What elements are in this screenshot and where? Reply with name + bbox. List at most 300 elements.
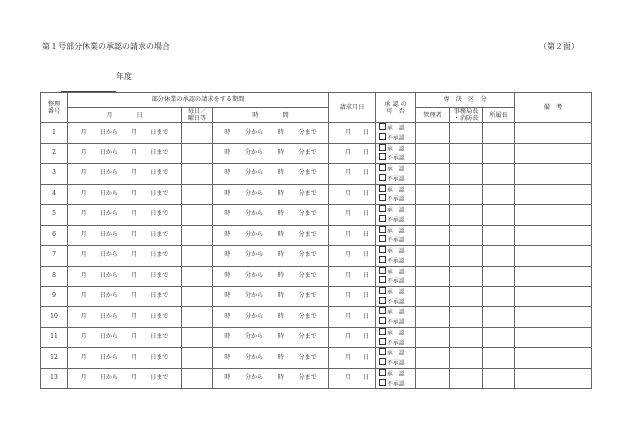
disapprove-label: 不承認	[387, 176, 405, 183]
period-date-part: 月	[80, 292, 87, 300]
remarks-cell[interactable]	[515, 368, 592, 388]
request-month-text: 月	[344, 353, 351, 361]
request-date-cell[interactable]	[329, 266, 376, 286]
request-date-cell[interactable]	[329, 205, 376, 225]
disapprove-label: 不承認	[387, 258, 405, 265]
period-date-part: 月	[131, 189, 138, 197]
manager-stamp-cell[interactable]	[416, 266, 450, 286]
checkbox-icon[interactable]	[379, 164, 386, 171]
fire-chief-stamp-cell[interactable]	[450, 327, 483, 347]
period-time-part: 時	[277, 353, 284, 361]
period-time-part: 時	[224, 333, 231, 341]
fire-chief-stamp-cell[interactable]	[450, 246, 483, 266]
period-time-part: 分から	[245, 210, 264, 218]
period-date-part: 月	[131, 230, 138, 238]
table-row	[41, 123, 592, 143]
year-label: 年度	[116, 72, 132, 81]
period-date-part: 月	[131, 251, 138, 259]
period-time-cell[interactable]	[213, 164, 329, 184]
header-number	[41, 93, 68, 123]
manager-stamp-cell[interactable]	[416, 205, 450, 225]
fire-chief-stamp-cell[interactable]	[450, 164, 483, 184]
period-date-part: 日まで	[150, 292, 169, 300]
period-date-part: 日まで	[150, 128, 169, 136]
checkbox-icon[interactable]	[379, 276, 386, 283]
period-time-part: 時	[224, 149, 231, 156]
period-date-cell[interactable]	[68, 368, 182, 388]
request-date-cell[interactable]	[329, 307, 376, 327]
row-number: 1	[41, 123, 68, 143]
request-date-cell[interactable]	[329, 225, 376, 245]
approve-option[interactable]	[379, 287, 415, 297]
approve-option[interactable]	[379, 348, 415, 358]
period-time-part: 分から	[245, 128, 264, 136]
period-date-part: 日まで	[150, 312, 169, 320]
disapprove-label: 不承認	[387, 319, 405, 326]
approve-label: 承 認	[387, 248, 405, 255]
approve-option[interactable]	[379, 369, 415, 379]
header-weekday-text: 毎日／ 曜日等	[187, 108, 207, 123]
period-time-part: 時	[224, 189, 231, 197]
weekday-cell[interactable]	[182, 266, 213, 286]
table-row	[41, 368, 592, 388]
period-time-part: 分から	[245, 149, 264, 156]
header-fire-chief-text: 事務局長 ・消防長	[453, 108, 479, 123]
fire-chief-stamp-cell[interactable]	[450, 266, 483, 286]
approve-label: 承 認	[387, 330, 405, 337]
row-number: 3	[41, 164, 68, 184]
dept-head-stamp-cell[interactable]	[483, 348, 515, 368]
disapprove-option[interactable]	[379, 256, 415, 266]
period-time-cell[interactable]	[213, 225, 329, 245]
period-time-cell[interactable]	[213, 143, 329, 163]
approve-option[interactable]	[379, 123, 415, 133]
dept-head-stamp-cell[interactable]	[483, 123, 515, 143]
request-day-text: 日	[363, 210, 370, 218]
disapprove-option[interactable]	[379, 338, 415, 348]
request-date-cell[interactable]	[329, 287, 376, 307]
table-row	[41, 246, 592, 266]
checkbox-icon[interactable]	[379, 174, 386, 181]
fire-chief-stamp-cell[interactable]	[450, 123, 483, 143]
row-number: 8	[41, 266, 68, 286]
period-date-cell[interactable]	[68, 307, 182, 327]
period-date-part: 日まで	[150, 230, 169, 238]
period-date-part: 日まで	[150, 251, 169, 259]
table-row	[41, 143, 592, 163]
row-number: 2	[41, 143, 68, 163]
period-date-cell[interactable]	[68, 246, 182, 266]
disapprove-option[interactable]	[379, 133, 415, 143]
approve-label: 承 認	[387, 350, 405, 357]
weekday-cell[interactable]	[182, 123, 213, 143]
period-time-part: 分から	[245, 271, 264, 279]
period-time-part: 分から	[245, 169, 264, 177]
disapprove-option[interactable]	[379, 194, 415, 204]
remarks-cell[interactable]	[515, 205, 592, 225]
remarks-cell[interactable]	[515, 287, 592, 307]
period-date-cell[interactable]	[68, 266, 182, 286]
request-day-text: 日	[363, 312, 370, 320]
table-row	[41, 184, 592, 204]
period-date-cell[interactable]	[68, 164, 182, 184]
checkbox-icon[interactable]	[379, 369, 386, 376]
approval-cell	[376, 327, 416, 347]
disapprove-label: 不承認	[387, 155, 405, 162]
period-date-cell[interactable]	[68, 348, 182, 368]
request-day-text: 日	[363, 128, 370, 136]
period-date-part: 日まで	[150, 169, 169, 177]
period-time-part: 時	[277, 149, 284, 156]
period-date-part: 月	[80, 128, 87, 136]
disapprove-label: 不承認	[387, 278, 405, 285]
header-interval-text: 間	[282, 111, 289, 119]
remarks-cell[interactable]	[515, 327, 592, 347]
manager-stamp-cell[interactable]	[416, 368, 450, 388]
fire-chief-stamp-cell[interactable]	[450, 205, 483, 225]
weekday-cell[interactable]	[182, 368, 213, 388]
request-day-text: 日	[363, 292, 370, 300]
approve-option[interactable]	[379, 205, 415, 215]
request-date-cell[interactable]	[329, 368, 376, 388]
manager-stamp-cell[interactable]	[416, 348, 450, 368]
approve-option[interactable]	[379, 226, 415, 236]
approve-label: 承 認	[387, 187, 405, 194]
disapprove-option[interactable]	[379, 379, 415, 389]
period-date-part: 月	[80, 353, 87, 361]
period-time-cell[interactable]	[213, 348, 329, 368]
period-time-part: 時	[277, 128, 284, 136]
dept-head-stamp-cell[interactable]	[483, 266, 515, 286]
header-period-group-text: 部分休業の承認の請求をする期間	[151, 96, 245, 104]
disapprove-label: 不承認	[387, 340, 405, 347]
dept-head-stamp-cell[interactable]	[483, 164, 515, 184]
period-date-part: 月	[80, 251, 87, 259]
approve-label: 承 認	[387, 125, 405, 132]
period-date-part: 月	[131, 271, 138, 279]
weekday-cell[interactable]	[182, 225, 213, 245]
checkbox-icon[interactable]	[379, 133, 386, 140]
checkbox-icon[interactable]	[379, 226, 386, 233]
remarks-cell[interactable]	[515, 266, 592, 286]
disapprove-option[interactable]	[379, 235, 415, 245]
header-manager-text: 管理者	[423, 111, 442, 119]
period-time-part: 時	[224, 210, 231, 218]
period-date-part: 月	[80, 271, 87, 279]
checkbox-icon[interactable]	[379, 144, 386, 151]
dept-head-stamp-cell[interactable]	[483, 307, 515, 327]
disapprove-label: 不承認	[387, 381, 405, 388]
period-date-cell[interactable]	[68, 225, 182, 245]
period-time-cell[interactable]	[213, 205, 329, 225]
period-date-part: 日まで	[150, 149, 169, 156]
period-date-cell[interactable]	[68, 184, 182, 204]
period-date-part: 月	[80, 189, 87, 197]
period-date-cell[interactable]	[68, 287, 182, 307]
header-approval	[376, 93, 416, 123]
request-day-text: 日	[363, 333, 370, 341]
approve-option[interactable]	[379, 267, 415, 277]
manager-stamp-cell[interactable]	[416, 225, 450, 245]
period-date-part: 日から	[99, 251, 118, 259]
period-time-cell[interactable]	[213, 327, 329, 347]
approval-cell	[376, 307, 416, 327]
period-time-part: 分から	[245, 292, 264, 300]
header-weekday	[182, 108, 213, 123]
approve-label: 承 認	[387, 207, 405, 214]
row-number: 5	[41, 205, 68, 225]
period-time-part: 時	[277, 169, 284, 177]
request-date-cell[interactable]	[329, 123, 376, 143]
disapprove-label: 不承認	[387, 217, 405, 224]
fire-chief-stamp-cell[interactable]	[450, 307, 483, 327]
period-time-cell[interactable]	[213, 184, 329, 204]
period-time-part: 時	[277, 292, 284, 300]
fire-chief-stamp-cell[interactable]	[450, 348, 483, 368]
checkbox-icon[interactable]	[379, 205, 386, 212]
weekday-cell[interactable]	[182, 246, 213, 266]
request-date-cell[interactable]	[329, 327, 376, 347]
remarks-cell[interactable]	[515, 246, 592, 266]
header-month-text: 月	[106, 111, 113, 119]
header-dept-head	[483, 108, 515, 123]
approve-option[interactable]	[379, 185, 415, 195]
table-row	[41, 205, 592, 225]
period-date-part: 月	[80, 333, 87, 341]
period-date-part: 月	[131, 353, 138, 361]
request-month-text: 月	[344, 189, 351, 197]
checkbox-icon[interactable]	[379, 256, 386, 263]
remarks-cell[interactable]	[515, 123, 592, 143]
checkbox-icon[interactable]	[379, 297, 386, 304]
manager-stamp-cell[interactable]	[416, 143, 450, 163]
period-time-part: 分まで	[298, 169, 317, 177]
disapprove-label: 不承認	[387, 360, 405, 367]
period-date-part: 日から	[99, 292, 118, 300]
checkbox-icon[interactable]	[379, 215, 386, 222]
approve-option[interactable]	[379, 164, 415, 174]
checkbox-icon[interactable]	[379, 338, 386, 345]
period-date-part: 月	[131, 374, 138, 382]
row-number: 9	[41, 287, 68, 307]
disapprove-option[interactable]	[379, 297, 415, 307]
checkbox-icon[interactable]	[379, 358, 386, 365]
dept-head-stamp-cell[interactable]	[483, 246, 515, 266]
period-time-cell[interactable]	[213, 123, 329, 143]
checkbox-icon[interactable]	[379, 379, 386, 386]
request-month-text: 月	[344, 230, 351, 238]
period-time-part: 分から	[245, 251, 264, 259]
request-date-cell[interactable]	[329, 164, 376, 184]
remarks-cell[interactable]	[515, 307, 592, 327]
period-date-cell[interactable]	[68, 327, 182, 347]
page-indicator: （第２面）	[539, 42, 579, 51]
request-month-text: 月	[344, 312, 351, 320]
period-time-cell[interactable]	[213, 246, 329, 266]
weekday-cell[interactable]	[182, 327, 213, 347]
request-day-text: 日	[363, 251, 370, 259]
period-time-cell[interactable]	[213, 287, 329, 307]
period-date-part: 日まで	[150, 374, 169, 382]
remarks-cell[interactable]	[515, 164, 592, 184]
dept-head-stamp-cell[interactable]	[483, 287, 515, 307]
approve-label: 承 認	[387, 269, 405, 276]
period-time-part: 時	[224, 292, 231, 300]
period-date-part: 月	[80, 312, 87, 320]
fire-chief-stamp-cell[interactable]	[450, 287, 483, 307]
disapprove-option[interactable]	[379, 174, 415, 184]
year-input-line[interactable]	[61, 81, 116, 92]
request-date-cell[interactable]	[329, 348, 376, 368]
approve-option[interactable]	[379, 307, 415, 317]
table-body	[41, 123, 592, 389]
period-time-cell[interactable]	[213, 368, 329, 388]
approve-option[interactable]	[379, 246, 415, 256]
period-date-part: 日から	[99, 128, 118, 136]
row-number: 13	[41, 368, 68, 388]
period-time-part: 時	[224, 312, 231, 320]
approve-label: 承 認	[387, 289, 405, 296]
request-day-text: 日	[363, 230, 370, 238]
dept-head-stamp-cell[interactable]	[483, 184, 515, 204]
request-date-cell[interactable]	[329, 184, 376, 204]
manager-stamp-cell[interactable]	[416, 287, 450, 307]
checkbox-icon[interactable]	[379, 246, 386, 253]
request-date-cell[interactable]	[329, 143, 376, 163]
period-date-cell[interactable]	[68, 123, 182, 143]
disapprove-option[interactable]	[379, 153, 415, 163]
period-time-part: 時	[277, 189, 284, 197]
table-row	[41, 348, 592, 368]
approval-cell	[376, 184, 416, 204]
approval-cell	[376, 123, 416, 143]
request-date-cell[interactable]	[329, 246, 376, 266]
weekday-cell[interactable]	[182, 287, 213, 307]
header-dept-head-text: 所属長	[489, 111, 508, 119]
row-number: 4	[41, 184, 68, 204]
manager-stamp-cell[interactable]	[416, 184, 450, 204]
disapprove-option[interactable]	[379, 215, 415, 225]
header-day-text: 日	[136, 111, 143, 119]
approve-option[interactable]	[379, 328, 415, 338]
approve-label: 承 認	[387, 228, 405, 235]
period-time-part: 時	[277, 210, 284, 218]
period-date-part: 月	[80, 230, 87, 238]
header-remarks	[515, 93, 592, 123]
period-date-part: 月	[131, 128, 138, 136]
period-date-part: 月	[131, 210, 138, 218]
approval-cell	[376, 287, 416, 307]
checkbox-icon[interactable]	[379, 267, 386, 274]
period-date-cell[interactable]	[68, 143, 182, 163]
weekday-cell[interactable]	[182, 348, 213, 368]
checkbox-icon[interactable]	[379, 185, 386, 192]
dept-head-stamp-cell[interactable]	[483, 368, 515, 388]
disapprove-label: 不承認	[387, 237, 405, 244]
request-day-text: 日	[363, 149, 370, 156]
disapprove-option[interactable]	[379, 317, 415, 327]
dept-head-stamp-cell[interactable]	[483, 205, 515, 225]
remarks-cell[interactable]	[515, 225, 592, 245]
period-time-cell[interactable]	[213, 266, 329, 286]
fire-chief-stamp-cell[interactable]	[450, 225, 483, 245]
weekday-cell[interactable]	[182, 143, 213, 163]
fire-chief-stamp-cell[interactable]	[450, 184, 483, 204]
weekday-cell[interactable]	[182, 205, 213, 225]
manager-stamp-cell[interactable]	[416, 123, 450, 143]
table-row	[41, 266, 592, 286]
period-time-part: 分から	[245, 230, 264, 238]
weekday-cell[interactable]	[182, 184, 213, 204]
table-row	[41, 164, 592, 184]
remarks-cell[interactable]	[515, 184, 592, 204]
fire-chief-stamp-cell[interactable]	[450, 143, 483, 163]
table-row	[41, 225, 592, 245]
period-time-cell[interactable]	[213, 307, 329, 327]
weekday-cell[interactable]	[182, 164, 213, 184]
header-remarks-text: 備 考	[543, 104, 563, 112]
approval-cell	[376, 225, 416, 245]
header-decision-group-text: 専 決 区 分	[443, 96, 487, 104]
disapprove-option[interactable]	[379, 358, 415, 368]
request-month-text: 月	[344, 128, 351, 136]
remarks-cell[interactable]	[515, 348, 592, 368]
checkbox-icon[interactable]	[379, 348, 386, 355]
weekday-cell[interactable]	[182, 307, 213, 327]
period-date-part: 日まで	[150, 189, 169, 197]
manager-stamp-cell[interactable]	[416, 164, 450, 184]
checkbox-icon[interactable]	[379, 287, 386, 294]
header-approval-text: 承 認 の 可 否	[384, 100, 407, 115]
period-date-part: 日から	[99, 169, 118, 177]
period-date-part: 日まで	[150, 333, 169, 341]
period-time-part: 分まで	[298, 230, 317, 238]
header-request-date-text: 請求月日	[339, 104, 365, 112]
period-time-part: 分まで	[298, 128, 317, 136]
checkbox-icon[interactable]	[379, 307, 386, 314]
checkbox-icon[interactable]	[379, 153, 386, 160]
checkbox-icon[interactable]	[379, 194, 386, 201]
table-row	[41, 287, 592, 307]
approve-option[interactable]	[379, 144, 415, 154]
fire-chief-stamp-cell[interactable]	[450, 368, 483, 388]
header-number-text: 整理 番号	[47, 100, 61, 115]
disapprove-label: 不承認	[387, 299, 405, 306]
request-month-text: 月	[344, 333, 351, 341]
header-decision-group	[416, 93, 515, 108]
period-date-part: 月	[80, 149, 87, 156]
period-date-cell[interactable]	[68, 205, 182, 225]
approval-cell	[376, 368, 416, 388]
manager-stamp-cell[interactable]	[416, 327, 450, 347]
remarks-cell[interactable]	[515, 143, 592, 163]
checkbox-icon[interactable]	[379, 317, 386, 324]
checkbox-icon[interactable]	[379, 235, 386, 242]
dept-head-stamp-cell[interactable]	[483, 225, 515, 245]
period-time-part: 分から	[245, 189, 264, 197]
period-date-part: 日から	[99, 230, 118, 238]
disapprove-option[interactable]	[379, 276, 415, 286]
period-date-part: 月	[131, 169, 138, 177]
dept-head-stamp-cell[interactable]	[483, 327, 515, 347]
header-fire-chief	[450, 108, 483, 123]
manager-stamp-cell[interactable]	[416, 246, 450, 266]
period-time-part: 分から	[245, 353, 264, 361]
checkbox-icon[interactable]	[379, 328, 386, 335]
dept-head-stamp-cell[interactable]	[483, 143, 515, 163]
manager-stamp-cell[interactable]	[416, 307, 450, 327]
checkbox-icon[interactable]	[379, 123, 386, 130]
